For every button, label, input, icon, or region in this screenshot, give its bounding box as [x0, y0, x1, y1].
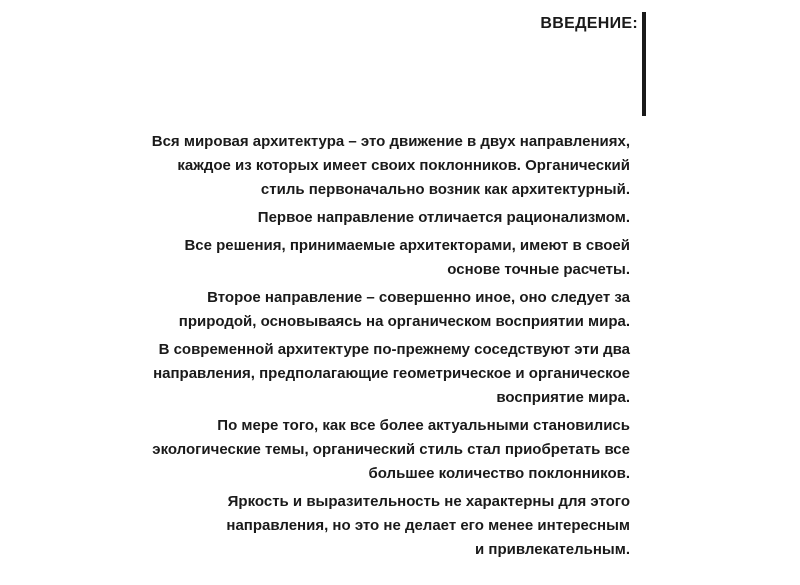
- paragraph-line: основе точные расчеты.: [447, 261, 630, 278]
- paragraph-2: [10, 206, 630, 230]
- paragraph-7: [10, 490, 630, 562]
- paragraph-line: восприятие мира.: [496, 389, 630, 406]
- paragraph-6: [10, 414, 630, 486]
- slide-body: [10, 130, 630, 566]
- paragraph-4: [10, 286, 630, 334]
- paragraph-line: каждое из которых имеет своих поклонников. Органический: [177, 157, 630, 174]
- paragraph-line: и привлекательным.: [475, 541, 630, 558]
- paragraph-3: [10, 234, 630, 282]
- paragraph-line: Яркость и выразительность не характерны для этого: [227, 493, 630, 510]
- paragraph-line: Вся мировая архитектура – это движение в двух направлениях,: [151, 133, 630, 150]
- paragraph-line: экологические темы, органический стиль стал приобретать все: [152, 441, 630, 458]
- paragraph-1: [10, 130, 630, 202]
- slide-title: ВВЕДЕНИЕ:: [540, 15, 638, 32]
- paragraph-line: Второе направление – совершенно иное, оно следует за: [207, 289, 630, 306]
- paragraph-line: Первое направление отличается рационализмом.: [257, 209, 630, 226]
- paragraph-line: По мере того, как все более актуальными становились: [217, 417, 630, 434]
- paragraph-5: [10, 338, 630, 410]
- paragraph-line: Все решения, принимаемые архитекторами, имеют в своей: [184, 237, 630, 254]
- paragraph-line: направления, предполагающие геометрическое и органическое: [153, 365, 630, 382]
- paragraph-line: стиль первоначально возник как архитектурный.: [260, 181, 630, 198]
- title-divider-bar: [642, 12, 646, 116]
- paragraph-line: В современной архитектуре по-прежнему соседствуют эти два: [158, 341, 630, 358]
- paragraph-line: большее количество поклонников.: [368, 465, 630, 482]
- paragraph-line: природой, основываясь на органическом восприятии мира.: [178, 313, 630, 330]
- paragraph-line: направления, но это не делает его менее интересным: [226, 517, 630, 534]
